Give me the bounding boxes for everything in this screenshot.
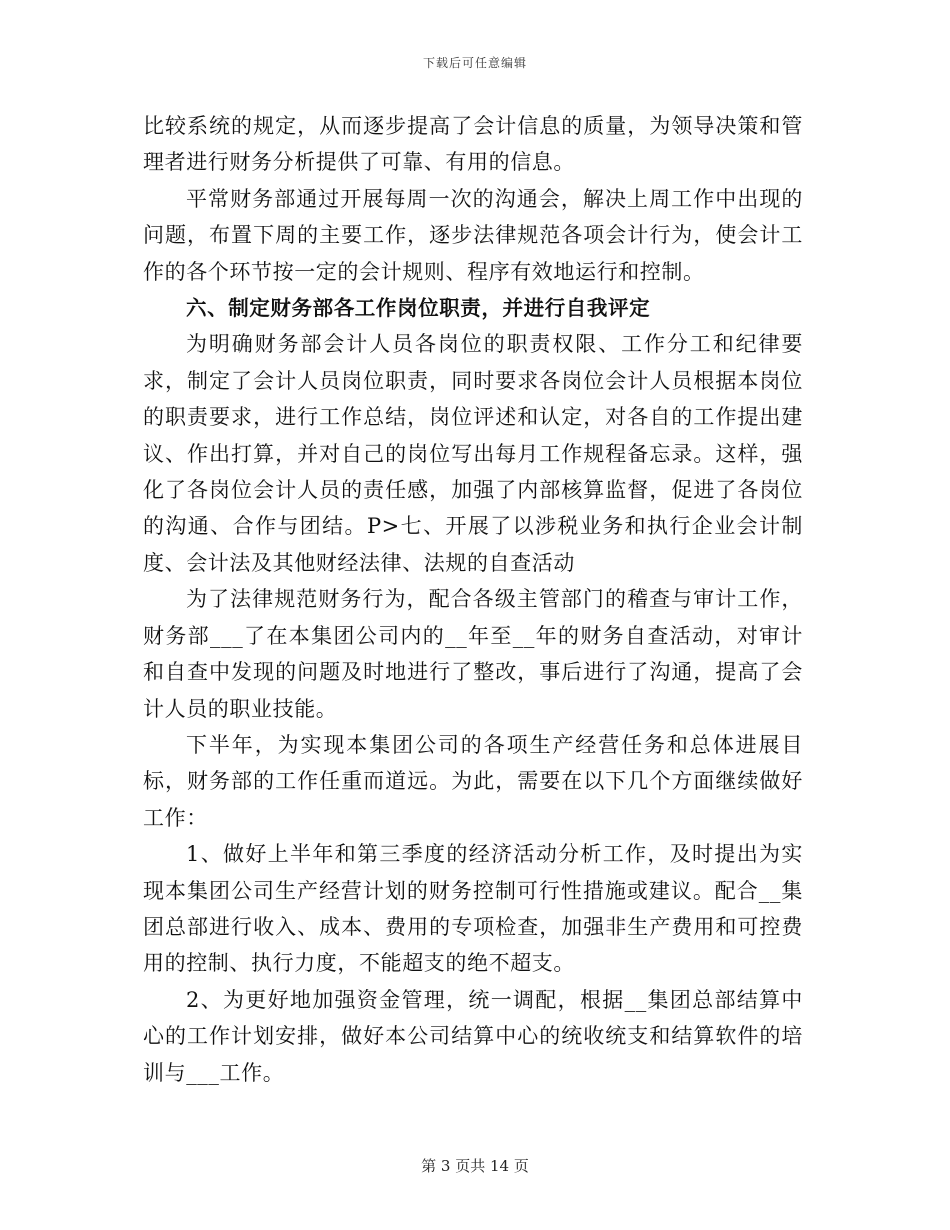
paragraph-weekly-meeting: 平常财务部通过开展每周一次的沟通会，解决上周工作中出现的问题，布置下周的主要工作，逐步法律规范各项会计行为，使会计工作的各个环节按一定的会计规则、程序有效地运行和控制。 [143, 186, 803, 284]
page-header: 下载后可任意编辑 [422, 56, 527, 70]
paragraph-job-responsibilities: 为明确财务部会计人员各岗位的职责权限、工作分工和纪律要求，制定了会计人员岗位职责，同时要求各岗位会计人员根据本岗位的职责要求，进行工作总结，岗位评述和认定，对各自的工作提出建议、作出打算，并对自己的岗位写出每月工作规程备忘录。这样，强化了各岗位会计人员的责任感，加强了内部核算监督，促进了各岗位的沟通、合作与团结。P>七、开展了以涉税业务和执行企业会计制度、会计法及其他财经法律、法规的自查活动 [143, 332, 803, 575]
paragraph-continuation: 比较系统的规定，从而逐步提高了会计信息的质量，为领导决策和管理者进行财务分析提供了可靠、有用的信息。 [143, 114, 803, 175]
paragraph-second-half: 下半年，为实现本集团公司的各项生产经营任务和总体进展目标，财务部的工作任重而道远。为此，需要在以下几个方面继续做好工作： [143, 732, 803, 830]
paragraph-self-inspection: 为了法律规范财务行为，配合各级主管部门的稽查与审计工作，财务部___了在本集团公司内的__年至__年的财务自查活动，对审计和自查中发现的问题及时地进行了整改，事后进行了沟通，提高了会计人员的职业技能。 [143, 587, 803, 721]
paragraph-item-1: 1、做好上半年和第三季度的经济活动分析工作，及时提出为实现本集团公司生产经营计划的财务控制可行性措施或建议。配合__集团总部进行收入、成本、费用的专项检查，加强非生产费用和可控费用的控制、执行力度，不能超支的绝不超支。 [143, 842, 803, 976]
page-footer: 第 3 页共 14 页 [421, 1157, 529, 1175]
document-body [143, 108, 803, 1091]
section-heading-six: 六、制定财务部各工作岗位职责，并进行自我评定 [186, 296, 651, 321]
paragraph-item-2: 2、为更好地加强资金管理，统一调配，根据__集团总部结算中心的工作计划安排，做好本公司结算中心的统收统支和结算软件的培训与___工作。 [143, 987, 803, 1085]
